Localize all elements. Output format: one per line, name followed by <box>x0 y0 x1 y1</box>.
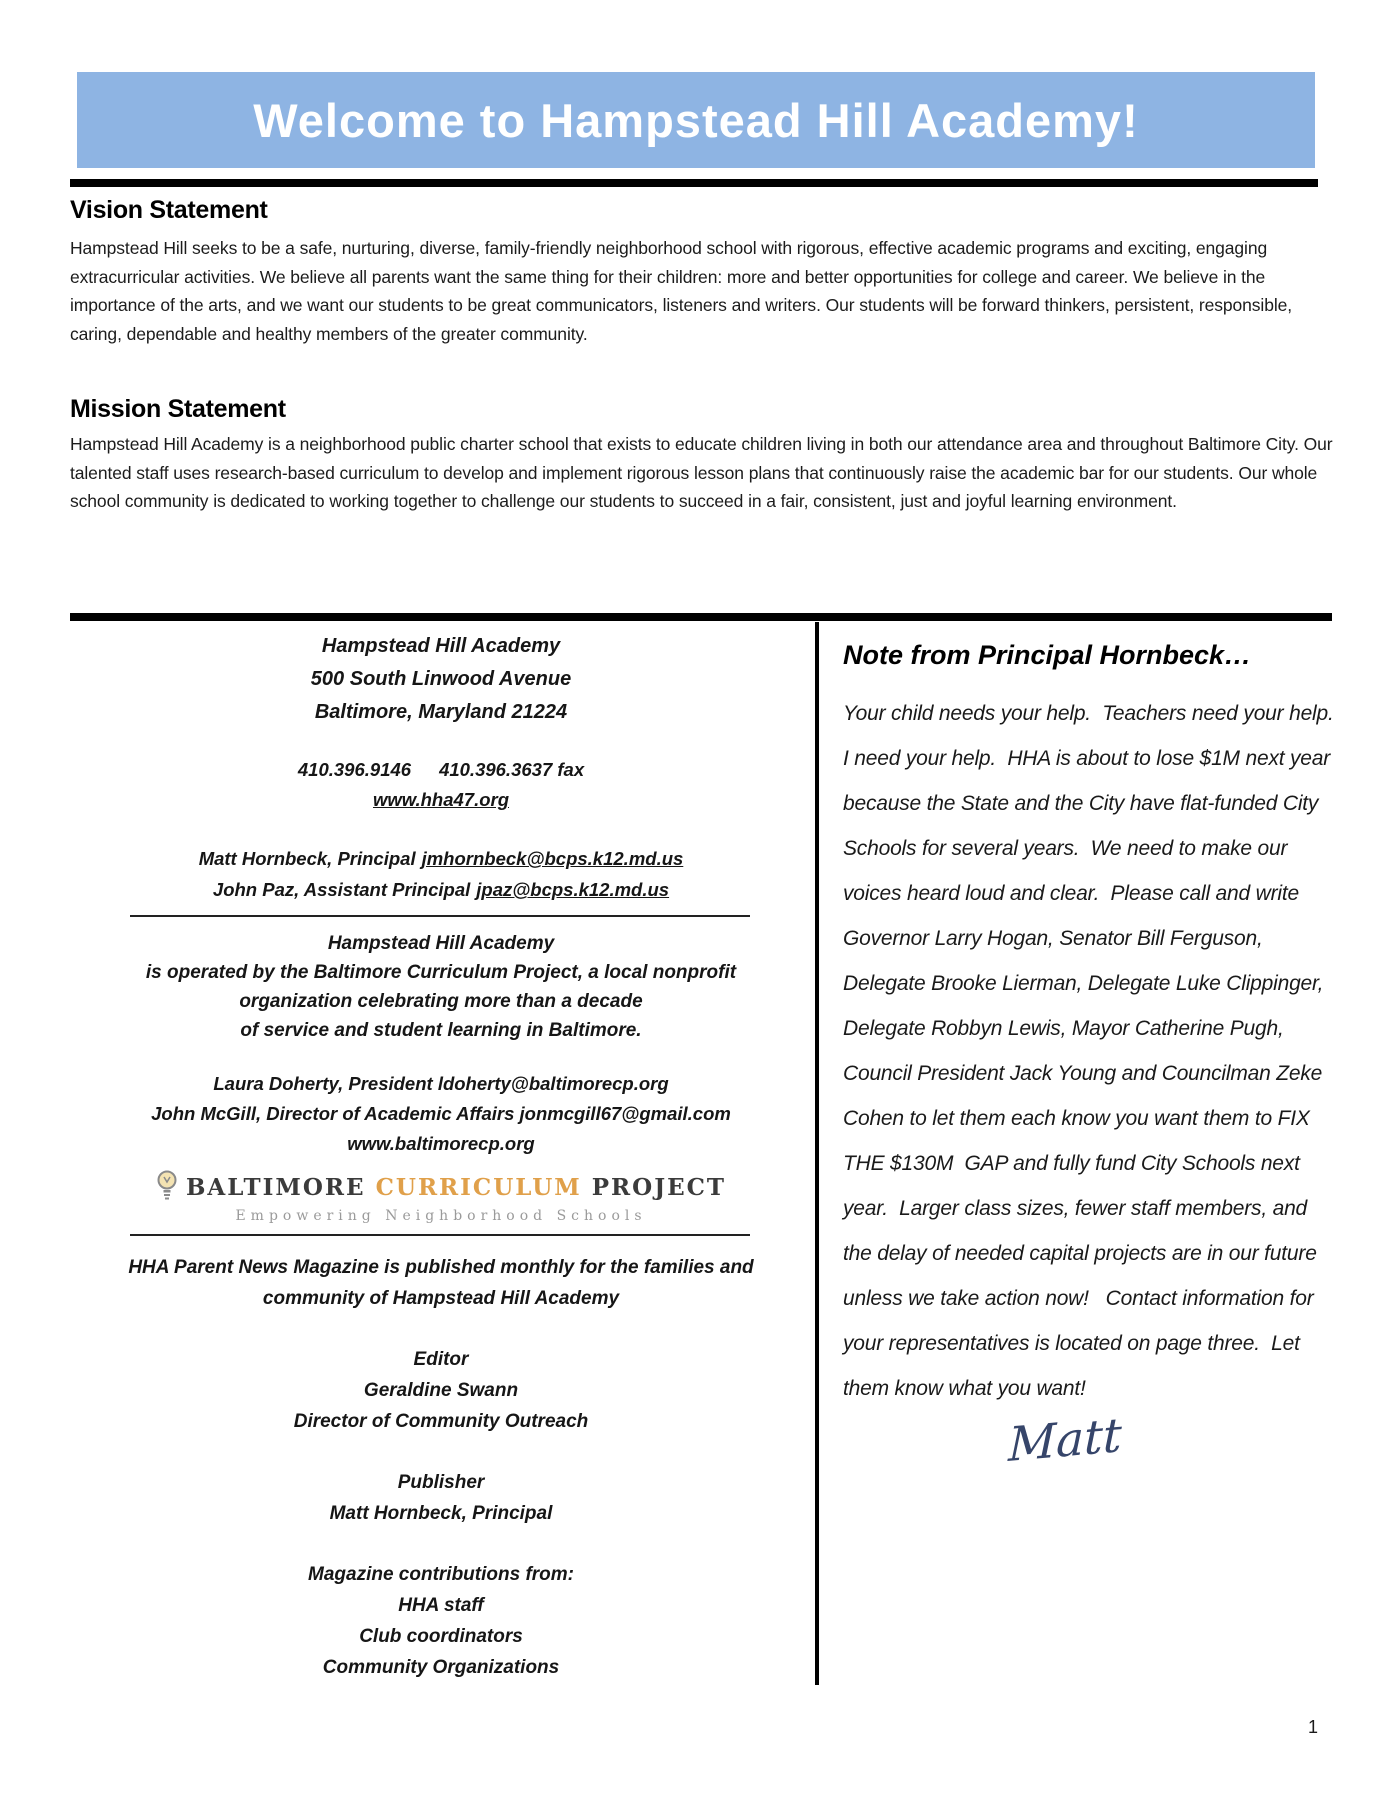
left-column-divider <box>130 1234 750 1236</box>
mission-statement-heading: Mission Statement <box>70 395 286 423</box>
school-address-line1: 500 South Linwood Avenue <box>310 668 572 690</box>
bcp-logo-tagline: Empowering Neighborhood Schools <box>235 1208 647 1224</box>
magazine-blurb-line: community of Hampstead Hill Academy <box>262 1288 620 1309</box>
bcp-logo <box>70 1169 812 1224</box>
page-number: 1 <box>1307 1717 1318 1737</box>
bcp-blurb-line: is operated by the Baltimore Curriculum Project, a local nonprofit <box>145 962 737 983</box>
assistant-principal-name: John Paz, Assistant Principal <box>212 879 471 900</box>
principal-note-column <box>843 640 1345 1474</box>
contribution-item: Community Organizations <box>322 1657 560 1678</box>
banner-divider <box>70 179 1318 187</box>
school-info-column <box>70 630 812 1683</box>
assistant-principal-line <box>70 874 812 905</box>
publisher-block <box>70 1467 812 1529</box>
bcp-logo-word-baltimore: BALTIMORE <box>185 1174 366 1201</box>
phone-fax-line <box>70 755 812 785</box>
page-title: Welcome to Hampstead Hill Academy! <box>253 93 1139 147</box>
bcp-logo-wordmark <box>186 1174 726 1201</box>
magazine-blurb-line: HHA Parent News Magazine is published monthly for the families and <box>128 1257 754 1278</box>
note-body: Your child needs your help. Teachers need your help. I need your help. HHA is about to lose $1M next year because the State and the City have flat-funded City Schools for several years. We need to make our voices heard loud and clear. Please call and write Governor Larry Hogan, Senator Bill Ferguson, Delegate Brooke Lierman, Delegate Luke Clippinger, Delegate Robbyn Lewis, Mayor Catherine Pugh, Council President Jack Young and Councilman Zeke Cohen to let them each know you want them to FIX THE $130M GAP and fully fund City Schools next year. Larger class sizes, fewer staff members, and the delay of needed capital projects are in our future unless we take action now! Contact information for your representatives is located on page three. Let them know what you want! <box>843 702 1345 1400</box>
staff-contacts <box>70 843 812 905</box>
publisher-name: Matt Hornbeck, Principal <box>329 1503 553 1524</box>
bcp-blurb-line: organization celebrating more than a decade <box>239 991 643 1012</box>
column-divider <box>815 622 819 1685</box>
bcp-logo-word-project: PROJECT <box>591 1174 727 1201</box>
editor-name: Geraldine Swann <box>363 1380 519 1401</box>
school-address-line2: Baltimore, Maryland 21224 <box>314 701 568 723</box>
bcp-operation-blurb <box>70 929 812 1045</box>
bcp-website: www.baltimorecp.org <box>347 1133 535 1154</box>
editor-heading: Editor <box>413 1349 469 1370</box>
bcp-blurb-line: of service and student learning in Baltimore. <box>240 1020 642 1041</box>
principal-line <box>70 843 812 874</box>
principal-name: Matt Hornbeck, Principal <box>198 848 416 869</box>
vision-statement-body: Hampstead Hill seeks to be a safe, nurturing, diverse, family-friendly neighborhood school with rigorous, effective academic programs and exciting, engaging extracurricular activities. We believe all parents want the same thing for their children: more and better opportunities for college and career. We believe in the importance of the arts, and we want our students to be great communicators, listeners and writers. Our students will be forward thinkers, persistent, responsible, caring, dependable and healthy members of the greater community. <box>70 238 1297 344</box>
school-name: Hampstead Hill Academy <box>321 635 561 657</box>
principal-signature: Matt <box>1007 1407 1123 1474</box>
lightbulb-icon <box>156 1169 178 1206</box>
contribution-item: HHA staff <box>398 1595 484 1616</box>
contributions-heading: Magazine contributions from: <box>308 1564 574 1585</box>
bcp-president-line: Laura Doherty, President ldoherty@baltimorecp.org <box>213 1073 669 1094</box>
bcp-contacts <box>70 1069 812 1159</box>
editor-block <box>70 1344 812 1437</box>
magazine-blurb <box>70 1252 812 1314</box>
left-column-divider <box>130 915 750 917</box>
title-banner <box>77 72 1315 168</box>
fax-number: 410.396.3637 fax <box>439 759 585 780</box>
assistant-principal-email-link[interactable]: jpaz@bcps.k12.md.us <box>476 879 670 900</box>
editor-title: Director of Community Outreach <box>293 1411 589 1432</box>
vision-statement-heading: Vision Statement <box>70 196 268 224</box>
contributions-block <box>70 1559 812 1683</box>
signature-area <box>843 1407 1335 1474</box>
contribution-item: Club coordinators <box>359 1626 523 1647</box>
publisher-heading: Publisher <box>397 1472 485 1493</box>
note-heading: Note from Principal Hornbeck… <box>843 640 1252 670</box>
bcp-blurb-line: Hampstead Hill Academy <box>327 933 555 954</box>
school-website-link[interactable]: www.hha47.org <box>372 789 510 810</box>
section-divider <box>70 613 1332 621</box>
bcp-logo-word-curriculum: CURRICULUM <box>375 1174 582 1201</box>
phone-number: 410.396.9146 <box>297 759 412 780</box>
bcp-director-line: John McGill, Director of Academic Affairs jonmcgill67@gmail.com <box>151 1103 731 1124</box>
principal-email-link[interactable]: jmhornbeck@bcps.k12.md.us <box>421 848 684 869</box>
mission-statement-body: Hampstead Hill Academy is a neighborhood public charter school that exists to educate children living in both our attendance area and throughout Baltimore City. Our talented staff uses research-based curriculum to develop and implement rigorous lesson plans that continuously raise the academic bar for our students. Our whole school community is dedicated to working together to challenge our students to succeed in a fair, consistent, just and joyful learning environment. <box>70 434 1338 511</box>
